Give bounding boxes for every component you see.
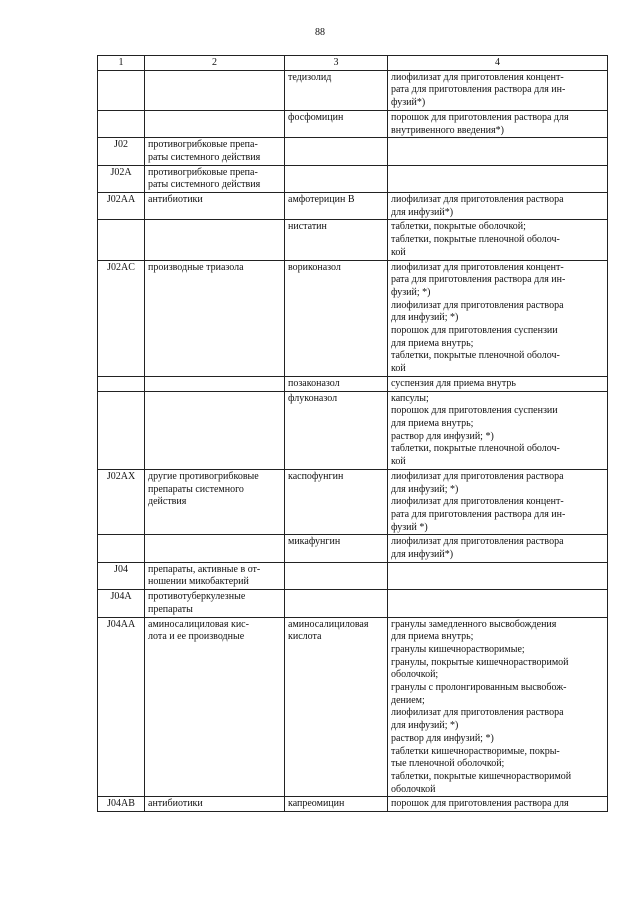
atc-code-cell: J04AB [98,797,145,812]
cell-text-line: для инфузий; *) [391,483,459,495]
atc-code-cell [98,110,145,137]
cell-text-line: для приема внутрь; [391,337,474,349]
cell-text-line: порошок для приготовления раствора для [391,111,569,123]
cell-text-line: лиофилизат для приготовления раствора [391,470,564,482]
drug-name-cell [285,70,388,110]
group-name-cell [145,193,285,220]
cell-text-line: лиофилизат для приготовления концент- [391,71,564,83]
cell-text-line: лиофилизат для приготовления концент- [391,496,564,508]
cell-text-line: гранулы с пролонгированным высвобож- [391,682,567,694]
group-name-cell [145,220,285,260]
cell-text-line: кой [391,456,406,468]
cell-text-line: вориконазол [288,261,341,273]
drug-name-cell [285,797,388,812]
cell-text-line: аминосалициловая кис- [148,618,249,630]
table-row [98,260,608,376]
table-row [98,391,608,469]
column-header: 2 [145,56,285,71]
cell-text-line: антибиотики [148,798,203,810]
cell-text-line: гранулы кишечнорастворимые; [391,643,525,655]
atc-code-cell [98,391,145,469]
cell-text-line: лиофилизат для приготовления раствора [391,194,564,206]
cell-text-line: для приема внутрь; [391,631,474,643]
table-header-row [98,56,608,71]
cell-text-line: позаконазол [288,377,340,389]
column-header: 4 [388,56,608,71]
cell-text-line: действия [148,496,187,508]
dosage-forms-cell [388,535,608,562]
group-name-cell [145,110,285,137]
cell-text-line: таблетки кишечнорастворимые, покры- [391,745,560,757]
cell-text-line: порошок для приготовления суспензии [391,405,558,417]
atc-code-cell [98,535,145,562]
cell-text-line: лиофилизат для приготовления концент- [391,261,564,273]
cell-text-line: препараты, активные в от- [148,563,261,575]
cell-text-line: ношении микобактерий [148,576,249,588]
drug-table [97,55,608,812]
cell-text-line: оболочкой; [391,669,439,681]
atc-code-cell [98,70,145,110]
dosage-forms-cell [388,590,608,617]
cell-text-line: лиофилизат для приготовления раствора [391,707,564,719]
cell-text-line: кислота [288,631,322,643]
group-name-cell [145,797,285,812]
cell-text-line: тые пленочной оболочкой; [391,758,505,770]
cell-text-line: фосфомицин [288,111,344,123]
group-name-cell [145,562,285,589]
cell-text-line: для инфузий*) [391,206,454,218]
atc-code-cell: J02AX [98,469,145,535]
cell-text-line: для приема внутрь; [391,417,474,429]
column-header: 3 [285,56,388,71]
drug-name-cell [285,165,388,192]
table-row [98,590,608,617]
drug-name-cell [285,617,388,797]
cell-text-line: лиофилизат для приготовления раствора [391,299,564,311]
dosage-forms-cell [388,260,608,376]
cell-text-line: таблетки, покрытые пленочной оболоч- [391,234,560,246]
cell-text-line: амфотерицин В [288,194,355,206]
dosage-forms-cell [388,220,608,260]
cell-text-line: рата для приготовления раствора для ин- [391,84,566,96]
cell-text-line: противотуберкулезные [148,591,246,603]
cell-text-line: рата для приготовления раствора для ин- [391,274,566,286]
drug-name-cell [285,391,388,469]
cell-text-line: лиофилизат для приготовления раствора [391,536,564,548]
dosage-forms-cell [388,469,608,535]
group-name-cell [145,260,285,376]
cell-text-line: таблетки, покрытые оболочкой; [391,221,526,233]
cell-text-line: раты системного действия [148,179,261,191]
dosage-forms-cell [388,110,608,137]
table-row [98,70,608,110]
atc-code-cell: J02A [98,165,145,192]
drug-name-cell [285,562,388,589]
table-row [98,165,608,192]
cell-text-line: таблетки, покрытые пленочной оболоч- [391,350,560,362]
dosage-forms-cell [388,797,608,812]
table-row [98,193,608,220]
group-name-cell [145,617,285,797]
cell-text-line: тедизолид [288,71,332,83]
cell-text-line: порошок для приготовления суспензии [391,325,558,337]
group-name-cell [145,469,285,535]
table-row [98,562,608,589]
column-header: 1 [98,56,145,71]
cell-text-line: внутривенного введения*) [391,124,504,136]
table-row [98,376,608,391]
cell-text-line: дением; [391,694,425,706]
cell-text-line: фузий *) [391,521,428,533]
atc-code-cell: J02 [98,138,145,165]
atc-code-cell [98,376,145,391]
cell-text-line: препараты [148,603,193,615]
drug-name-cell [285,193,388,220]
drug-name-cell [285,469,388,535]
cell-text-line: гранулы, покрытые кишечнорастворимой [391,656,569,668]
group-name-cell [145,165,285,192]
drug-name-cell [285,590,388,617]
dosage-forms-cell [388,376,608,391]
cell-text-line: микафунгин [288,536,341,548]
cell-text-line: суспензия для приема внутрь [391,377,516,389]
drug-name-cell [285,376,388,391]
table-row [98,617,608,797]
drug-name-cell [285,138,388,165]
dosage-forms-cell [388,165,608,192]
page-number: 88 [315,27,325,38]
cell-text-line: капреомицин [288,798,345,810]
atc-code-cell: J04A [98,590,145,617]
cell-text-line: раствор для инфузий; *) [391,430,494,442]
cell-text-line: противогрибковые препа- [148,139,258,151]
cell-text-line: антибиотики [148,194,203,206]
dosage-forms-cell [388,562,608,589]
cell-text-line: препараты системного [148,483,244,495]
table-row [98,535,608,562]
cell-text-line: аминосалициловая [288,618,369,630]
atc-code-cell: J02AA [98,193,145,220]
atc-code-cell: J04 [98,562,145,589]
cell-text-line: фузий*) [391,97,426,109]
dosage-forms-cell [388,138,608,165]
group-name-cell [145,376,285,391]
cell-text-line: для инфузий; *) [391,720,459,732]
group-name-cell [145,391,285,469]
cell-text-line: таблетки, покрытые пленочной оболоч- [391,443,560,455]
table-row [98,797,608,812]
table-row [98,110,608,137]
group-name-cell [145,535,285,562]
table-row [98,469,608,535]
cell-text-line: флуконазол [288,392,338,404]
dosage-forms-cell [388,193,608,220]
dosage-forms-cell [388,70,608,110]
drug-name-cell [285,535,388,562]
cell-text-line: для инфузий; *) [391,312,459,324]
cell-text-line: другие противогрибковые [148,470,259,482]
cell-text-line: раствор для инфузий; *) [391,732,494,744]
table-row [98,220,608,260]
group-name-cell [145,70,285,110]
cell-text-line: противогрибковые препа- [148,166,258,178]
cell-text-line: рата для приготовления раствора для ин- [391,508,566,520]
dosage-forms-cell [388,617,608,797]
dosage-forms-cell [388,391,608,469]
cell-text-line: нистатин [288,221,327,233]
cell-text-line: фузий; *) [391,286,431,298]
cell-text-line: производные триазола [148,261,244,273]
cell-text-line: кой [391,363,406,375]
cell-text-line: раты системного действия [148,151,261,163]
table-row [98,138,608,165]
drug-name-cell [285,260,388,376]
group-name-cell [145,138,285,165]
group-name-cell [145,590,285,617]
cell-text-line: для инфузий*) [391,549,454,561]
atc-code-cell: J02AC [98,260,145,376]
drug-name-cell [285,110,388,137]
cell-text-line: каспофунгин [288,470,344,482]
drug-name-cell [285,220,388,260]
cell-text-line: таблетки, покрытые кишечнорастворимой [391,770,572,782]
cell-text-line: капсулы; [391,392,429,404]
cell-text-line: гранулы замедленного высвобождения [391,618,557,630]
cell-text-line: оболочкой [391,783,436,795]
atc-code-cell: J04AA [98,617,145,797]
cell-text-line: кой [391,246,406,258]
cell-text-line: лота и ее производные [148,631,245,643]
cell-text-line: порошок для приготовления раствора для [391,798,569,810]
atc-code-cell [98,220,145,260]
